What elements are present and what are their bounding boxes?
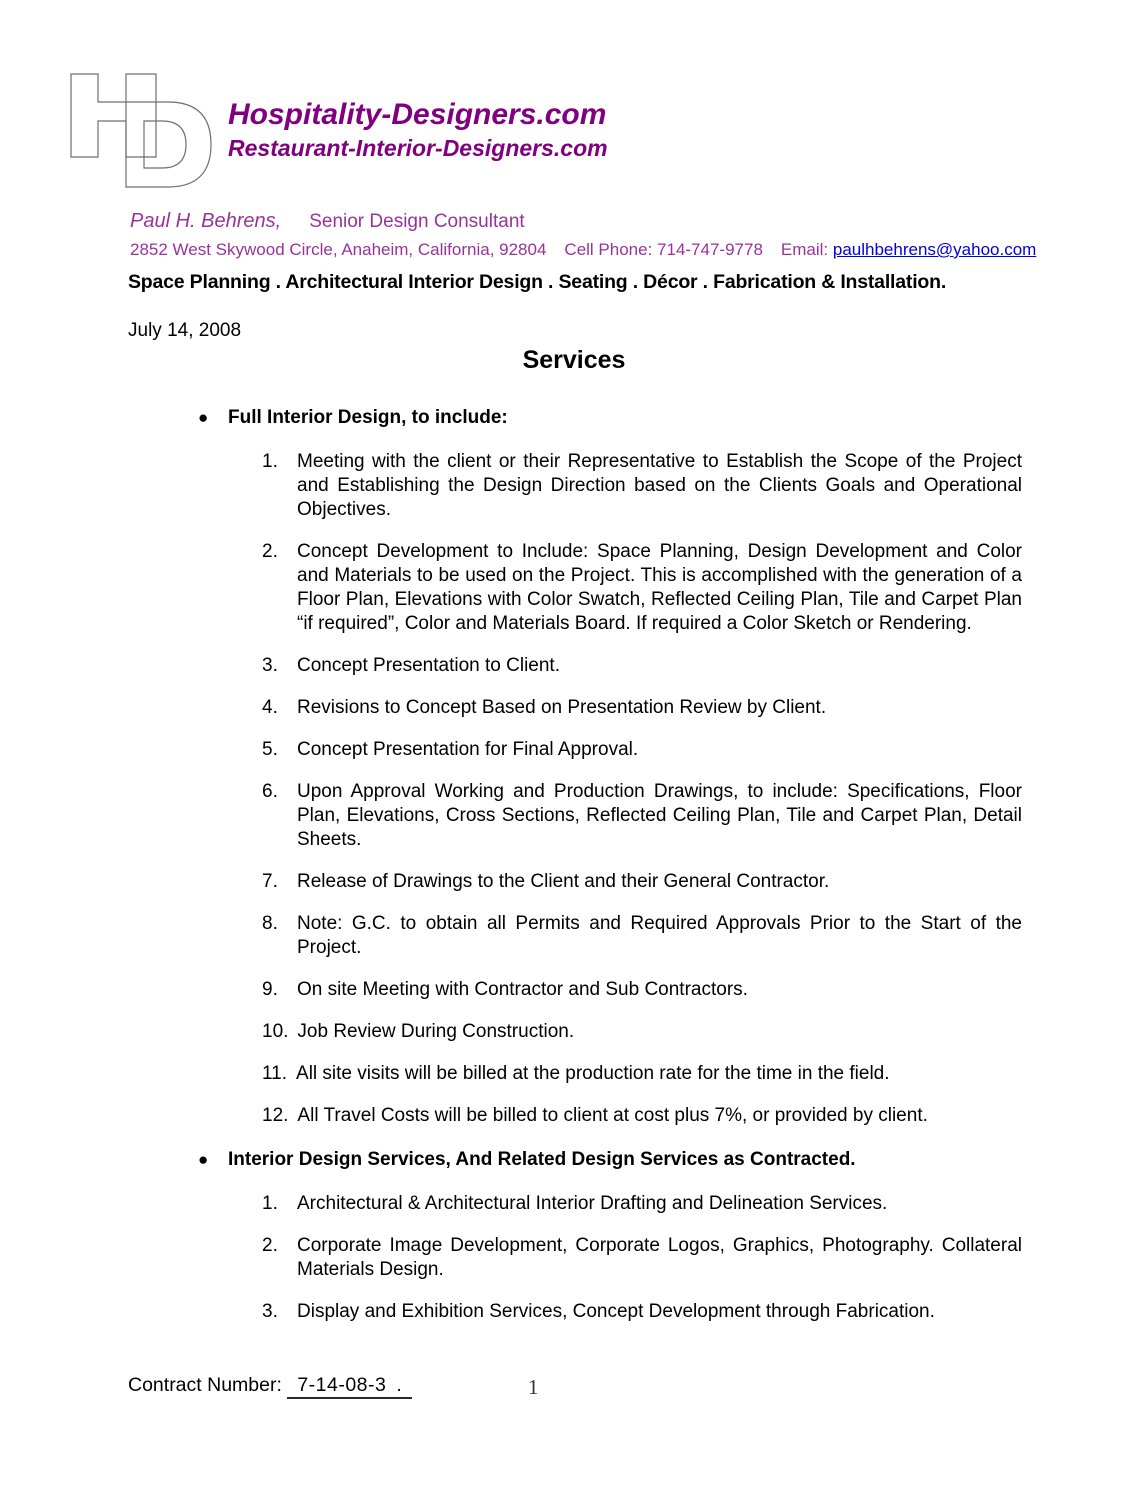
bullet-icon: ● bbox=[198, 1150, 209, 1169]
services-tagline: Space Planning . Architectural Interior Design . Seating . Décor . Fabrication & Installation. bbox=[128, 271, 947, 293]
list-item bbox=[262, 978, 1022, 1002]
item-text: Job Review During Construction. bbox=[297, 1021, 575, 1042]
document-date: July 14, 2008 bbox=[128, 320, 242, 341]
item-number: 7. bbox=[262, 871, 278, 892]
item-number: 12. bbox=[262, 1105, 289, 1126]
item-number: 1. bbox=[262, 1193, 278, 1214]
street-address: 2852 West Skywood Circle, Anaheim, California, 92804 bbox=[130, 240, 547, 259]
list-item bbox=[262, 912, 1022, 960]
item-number: 2. bbox=[262, 1235, 278, 1256]
brand-site-primary: Hospitality-Designers.com bbox=[228, 98, 607, 131]
consultant-title: Senior Design Consultant bbox=[309, 211, 525, 232]
item-text: Concept Presentation to Client. bbox=[297, 655, 560, 676]
contract-number-label: Contract Number: bbox=[128, 1374, 282, 1396]
item-number: 3. bbox=[262, 1301, 278, 1322]
section-heading-interior-design-services bbox=[198, 1148, 1022, 1172]
item-number: 5. bbox=[262, 739, 278, 760]
section-heading-text: Full Interior Design, to include: bbox=[228, 407, 508, 428]
bullet-icon: ● bbox=[198, 408, 209, 427]
consultant-name: Paul H. Behrens, bbox=[130, 210, 282, 232]
list-item bbox=[262, 1062, 1022, 1086]
email-link[interactable]: paulhbehrens@yahoo.com bbox=[832, 240, 1037, 259]
item-number: 10. bbox=[262, 1021, 289, 1042]
item-number: 6. bbox=[262, 781, 278, 802]
item-number: 8. bbox=[262, 913, 278, 934]
item-text: Architectural & Architectural Interior Drafting and Delineation Services. bbox=[297, 1193, 888, 1214]
item-text: Release of Drawings to the Client and their General Contractor. bbox=[297, 871, 830, 892]
list-item bbox=[262, 780, 1022, 852]
list-item bbox=[262, 870, 1022, 894]
item-number: 11. bbox=[262, 1063, 288, 1084]
list-item bbox=[262, 738, 1022, 762]
item-text: All Travel Costs will be billed to client at cost plus 7%, or provided by client. bbox=[297, 1105, 928, 1126]
item-text: Note: G.C. to obtain all Permits and Required Approvals Prior to the Start of the Project. bbox=[297, 913, 1022, 958]
item-number: 9. bbox=[262, 979, 278, 1000]
item-text: Upon Approval Working and Production Drawings, to include: Specifications, Floor Plan, Elevations, Cross Sections, Reflected Ceiling Plan, Tile and Carpet Plan, Detail Sheets. bbox=[297, 781, 1022, 850]
item-number: 2. bbox=[262, 541, 278, 562]
contact-line-address bbox=[130, 240, 1036, 260]
footer-contract-line bbox=[128, 1374, 412, 1397]
page-number: 1 bbox=[528, 1375, 539, 1399]
brand-block bbox=[228, 98, 608, 162]
item-text: Meeting with the client or their Representative to Establish the Scope of the Project and Establishing the Design Direction based on the Clients Goals and Operational Objectives. bbox=[297, 451, 1022, 520]
cell-phone: Cell Phone: 714-747-9778 bbox=[564, 240, 763, 259]
item-number: 4. bbox=[262, 697, 278, 718]
contract-number-value: 7-14-08-3 . bbox=[287, 1374, 411, 1399]
item-text: Revisions to Concept Based on Presentation Review by Client. bbox=[297, 697, 827, 718]
email-label: Email: bbox=[780, 240, 829, 259]
item-text: On site Meeting with Contractor and Sub Contractors. bbox=[297, 979, 748, 1000]
item-number: 1. bbox=[262, 451, 278, 472]
list-item bbox=[262, 1104, 1022, 1128]
hd-logo bbox=[70, 73, 212, 196]
contact-line-name bbox=[130, 210, 1036, 233]
list-item bbox=[262, 1020, 1022, 1044]
item-text: All site visits will be billed at the production rate for the time in the field. bbox=[296, 1063, 890, 1084]
hd-logo-graphic bbox=[70, 73, 212, 191]
list-item bbox=[262, 1234, 1022, 1282]
section-heading-full-interior-design bbox=[198, 406, 1022, 430]
list-item bbox=[262, 696, 1022, 720]
item-number: 3. bbox=[262, 655, 278, 676]
list-item bbox=[262, 1192, 1022, 1216]
document-body bbox=[128, 406, 1022, 1342]
list-item bbox=[262, 654, 1022, 678]
item-text: Corporate Image Development, Corporate Logos, Graphics, Photography. Collateral Materials Design. bbox=[297, 1235, 1022, 1280]
list-item bbox=[262, 540, 1022, 636]
list-item bbox=[262, 450, 1022, 522]
list-item bbox=[262, 1300, 1022, 1324]
item-text: Concept Presentation for Final Approval. bbox=[297, 739, 639, 760]
contact-block bbox=[130, 210, 1036, 260]
item-text: Display and Exhibition Services, Concept Development through Fabrication. bbox=[297, 1301, 935, 1322]
brand-site-secondary: Restaurant-Interior-Designers.com bbox=[228, 135, 608, 161]
section-heading-text: Interior Design Services, And Related Design Services as Contracted. bbox=[228, 1149, 856, 1170]
item-text: Concept Development to Include: Space Planning, Design Development and Color and Materials to be used on the Project. This is accomplished with the generation of a Floor Plan, Elevations with Color Swatch, Reflected Ceiling Plan, Tile and Carpet Plan “if required”, Color and Materials Board. If required a Color Sketch or Rendering. bbox=[297, 541, 1022, 634]
page-title: Services bbox=[522, 346, 626, 374]
